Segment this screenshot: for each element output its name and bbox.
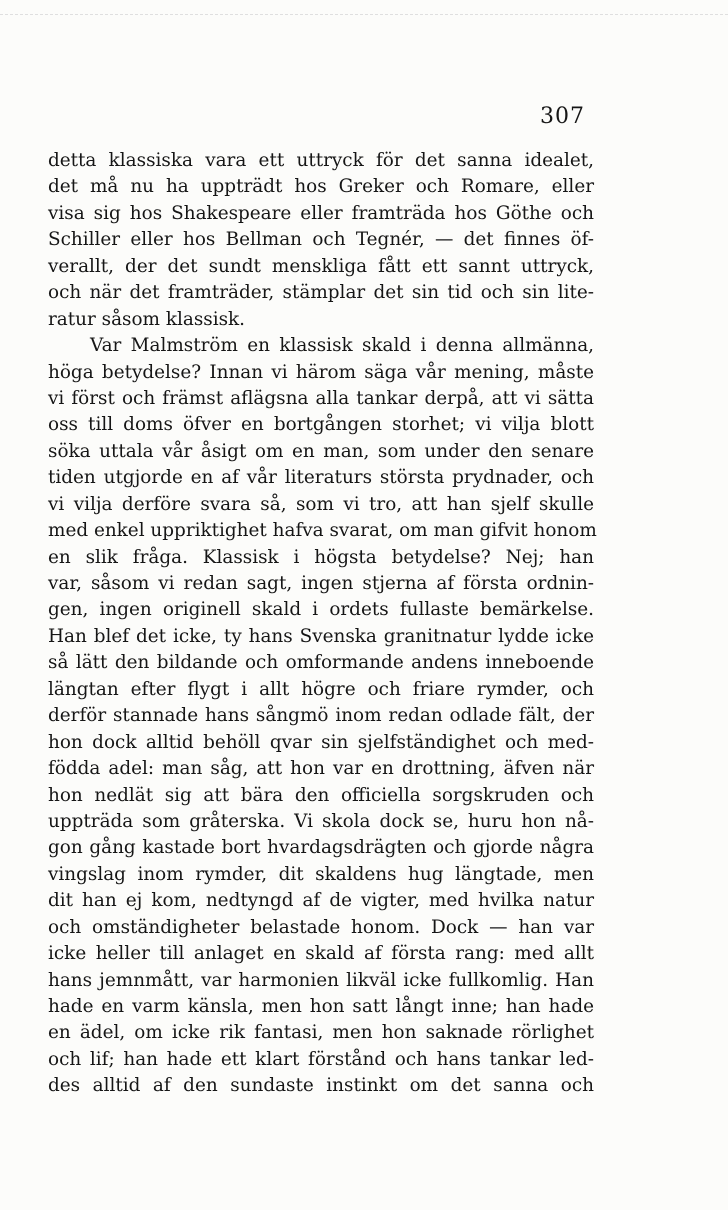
text-line: hon dock alltid behöll qvar sin sjelfständighet och med- xyxy=(48,731,594,753)
text-line: visa sig hos Shakespeare eller framträda hos Göthe och xyxy=(48,202,594,224)
text-line: hade en varm känsla, men hon satt långt inne; han hade xyxy=(48,996,594,1017)
text-line: derför stannade hans sångmö inom redan odlade fält, der xyxy=(48,705,594,727)
text-line: gon gång kastade bort hvardagsdrägten och gjorde några xyxy=(48,837,594,859)
text-line: oss till doms öfver en bortgången storhet; vi vilja blott xyxy=(48,414,594,436)
text-line: dit han ej kom, nedtyngd af de vigter, med hvilka natur xyxy=(48,890,594,912)
text-line: så lätt den bildande och omformande andens inneboende xyxy=(48,652,594,674)
text-line: söka uttala vår åsigt om en man, som under den senare xyxy=(48,440,594,462)
text-line: hans jemnmått, var harmonien likväl icke fullkomlig. Han xyxy=(48,969,594,991)
text-line: Schiller eller hos Bellman och Tegnér, — det finnes öf- xyxy=(48,229,594,251)
page-top-edge xyxy=(0,0,728,15)
text-line: vingslag inom rymder, dit skaldens hug längtade, men xyxy=(48,863,594,885)
text-line: hon nedlät sig att bära den officiella sorgskruden och xyxy=(48,784,594,806)
text-line: gen, ingen originell skald i ordets fullaste bemärkelse. xyxy=(48,599,594,621)
text-line: verallt, der det sundt menskliga fått ett sannt uttryck, xyxy=(48,255,594,277)
text-line-paragraph-end: ratur såsom klassisk. xyxy=(48,308,245,330)
text-line: vi först och främst aflägsna alla tankar derpå, att vi sätta xyxy=(48,387,594,409)
text-line: och lif; han hade ett klart förstånd och hans tankar led- xyxy=(48,1048,594,1070)
text-line: des alltid af den sundaste instinkt om det sanna och xyxy=(48,1075,594,1097)
text-line: detta klassiska vara ett uttryck för det sanna idealet, xyxy=(48,150,594,171)
text-line: icke heller till anlaget en skald af första rang: med allt xyxy=(48,943,594,965)
text-line: och när det framträder, stämplar det sin tid och sin lite- xyxy=(48,282,594,304)
page-number: 307 xyxy=(540,104,585,129)
text-line-paragraph-start: Var Malmström en klassisk skald i denna allmänna, xyxy=(90,335,594,357)
text-line: en ädel, om icke rik fantasi, men hon saknade rörlighet xyxy=(48,1022,594,1044)
text-line: och omständigheter belastade honom. Dock — han var xyxy=(48,916,594,938)
text-line: var, såsom vi redan sagt, ingen stjerna af första ordnin- xyxy=(48,573,594,594)
body-text xyxy=(48,148,597,1100)
text-line: uppträda som gråterska. Vi skola dock se, huru hon nå- xyxy=(48,810,594,832)
text-line: vi vilja derföre svara så, som vi tro, att han sjelf skulle xyxy=(48,493,594,515)
text-line: födda adel: man såg, att hon var en drottning, äfven när xyxy=(48,758,594,780)
text-line: höga betydelse? Innan vi härom säga vår mening, måste xyxy=(48,361,594,383)
text-line: längtan efter flygt i allt högre och friare rymder, och xyxy=(48,678,594,700)
text-line: med enkel uppriktighet hafva svarat, om man gifvit honom xyxy=(48,520,597,542)
text-line: Han blef det icke, ty hans Svenska granitnatur lydde icke xyxy=(48,625,594,647)
text-line: tiden utgjorde en af vår literaturs största prydnader, och xyxy=(48,467,594,489)
text-line: en slik fråga. Klassisk i högsta betydelse? Nej; han xyxy=(48,546,594,568)
text-line: det må nu ha uppträdt hos Greker och Romare, eller xyxy=(48,176,594,198)
